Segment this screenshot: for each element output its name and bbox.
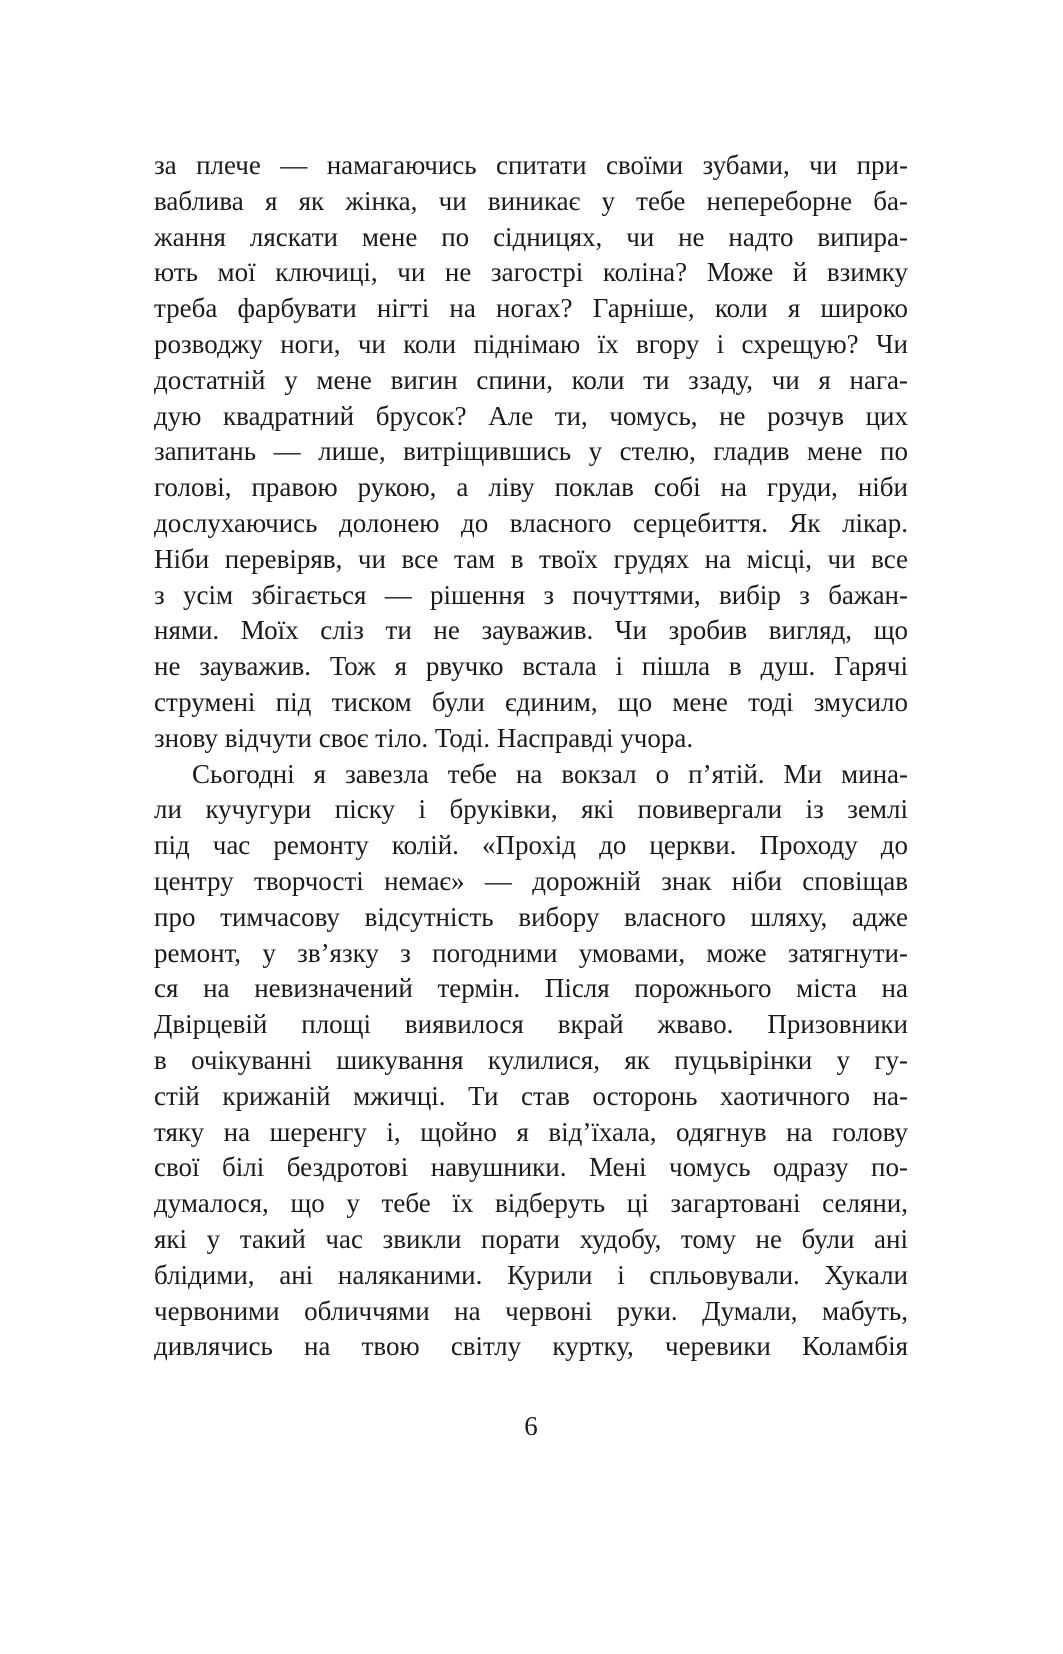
text-line: про тимчасову відсутність вибору власного шляху, адже: [154, 901, 908, 932]
text-line: не зауважив. Тож я рвучко встала і пішла в душ. Гарячі: [154, 651, 908, 682]
text-line: з усім збігається — рішення з почуттями, вибір з бажан-: [154, 579, 908, 610]
text-line: струмені під тиском були єдиним, що мене тоді змусило: [154, 686, 908, 717]
text-line: ся на невизначений термін. Після порожнього міста на: [154, 973, 908, 1004]
text-line: розводжу ноги, чи коли піднімаю їх вгору і схрещую? Чи: [154, 328, 908, 359]
text-line: червоними обличчями на червоні руки. Думали, мабуть,: [154, 1295, 908, 1326]
text-line: Сьогодні я завезла тебе на вокзал о п’ятій. Ми мина-: [192, 758, 908, 789]
text-line: дослухаючись долонею до власного серцебиття. Як лікар.: [154, 507, 908, 538]
text-line: за плече — намагаючись спитати своїми зубами, чи при-: [154, 150, 908, 180]
text-line: центру творчості немає» — дорожній знак ніби сповіщав: [154, 865, 908, 896]
text-line: Ніби перевіряв, чи все там в твоїх грудях на місці, чи все: [154, 543, 908, 574]
text-line: ють мої ключиці, чи не загострі коліна? Може й взимку: [154, 257, 908, 288]
text-line: нями. Моїх сліз ти не зауважив. Чи зробив вигляд, що: [154, 615, 908, 646]
text-line: блідими, ані наляканими. Курили і спльовували. Хукали: [154, 1259, 908, 1290]
text-line: думалося, що у тебе їх відберуть ці загартовані селяни,: [154, 1188, 908, 1219]
text-line: дивлячись на твою світлу куртку, черевики Коламбія: [154, 1331, 908, 1362]
paragraph: [154, 757, 908, 1366]
text-line: голові, правою рукою, а ліву поклав собі на груди, ніби: [154, 472, 908, 503]
text-line: ремонт, у зв’язку з погодними умовами, може затягнути-: [154, 937, 908, 968]
text-line: Двірцевій площі виявилося вкрай жваво. Призовники: [154, 1009, 908, 1040]
text-line: стій крижаній мжичці. Ти став осторонь хаотичного на-: [154, 1080, 908, 1111]
text-line: свої білі бездротові навушники. Мені чомусь одразу по-: [154, 1152, 908, 1183]
text-line: дую квадратний брусок? Але ти, чомусь, не розчув цих: [154, 400, 908, 431]
page-number: 6: [524, 1411, 538, 1441]
page-text: [154, 148, 908, 1365]
text-line: під час ремонту колій. «Прохід до церкви. Проходу до: [154, 830, 908, 861]
text-line: запитань — лише, витріщившись у стелю, гладив мене по: [154, 436, 908, 467]
text-line: які у такий час звикли порати худобу, тому не були ані: [154, 1223, 908, 1254]
text-line: ли кучугури піску і бруківки, які повивергали із землі: [154, 794, 908, 825]
text-line: ваблива я як жінка, чи виникає у тебе непереборне ба-: [154, 185, 908, 216]
text-line: достатній у мене вигин спини, коли ти ззаду, чи я нага-: [154, 364, 908, 395]
text-line: тяку на шеренгу і, щойно я від’їхала, одягнув на голову: [154, 1116, 908, 1147]
text-line: в очікуванні шикування кулилися, як пуцьвірінки у гу-: [154, 1044, 908, 1075]
text-line: жання ляскати мене по сідницях, чи не надто випира-: [154, 221, 908, 252]
paragraph: [154, 148, 908, 757]
text-line: треба фарбувати нігті на ногах? Гарніше, коли я широко: [154, 293, 908, 324]
text-line: знову відчути своє тіло. Тоді. Насправді учора.: [154, 722, 694, 753]
